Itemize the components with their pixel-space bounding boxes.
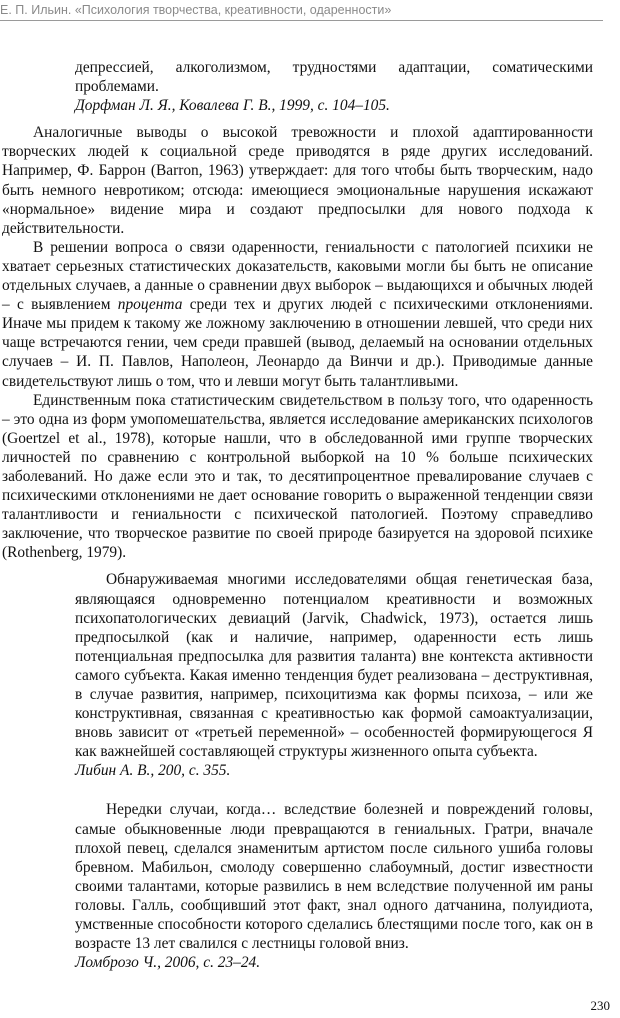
quote-citation: Ломброзо Ч., 2006, с. 23–24. bbox=[75, 954, 261, 972]
quote-text: Нередки случаи, когда… вследствие болезней и повреждений головы, самые обыкновенные люди превращаются в гениальных. Гратри, вначале плохой певец, сделался знаменитым артистом после сильного ушиба головы бревном. Мабильон, смолоду совершенно слабоумный, достиг известности своими талантами, которые развились в нем вследствие полученной им раны головы. Галль, сообщивший этот факт, знал одного датчанина, полуидиота, умственные способности которого сделались блестящими после того, как он в возрасте 13 лет свалился с лестницы головой вниз. bbox=[75, 801, 593, 953]
quote-block-lombroso bbox=[75, 800, 593, 972]
quote-citation: Либин А. В., 200, с. 355. bbox=[75, 762, 231, 780]
page-number: 230 bbox=[590, 998, 610, 1013]
running-header: Е. П. Ильин. «Психология творчества, креативности, одаренности» bbox=[0, 3, 392, 17]
paragraph-text: В решении вопроса о связи одаренности, гениальности с патологией психики не хватает серьезных статистических доказательств, каковыми могли бы быть не описание отдельных случаев, а данные о сравнении двух выборок – выдающихся и обычных людей – с выявлением bbox=[2, 238, 593, 314]
paragraph-barron: Аналогичные выводы о высокой тревожности и плохой адаптированности творческих людей к социальной среде приводятся в ряде других исследований. Например, Ф. Баррон (Barron, 1963) утверждает: для того чтобы быть творческим, надо быть немного невротиком; отсюда: имеющиеся эмоциональные нарушения искажают «нормальное» видение мира и создают предпосылки для нового подхода к действительности. bbox=[2, 124, 593, 237]
page-content bbox=[2, 58, 593, 972]
quote-text: депрессией, алкоголизмом, трудностями адаптации, соматическими проблемами. bbox=[75, 59, 593, 96]
quote-citation: Дорфман Л. Я., Ковалева Г. В., 1999, с. 104–105. bbox=[75, 97, 390, 115]
header-rule bbox=[0, 20, 603, 21]
quote-block-libin bbox=[75, 570, 593, 780]
quote-text: Обнаруживаемая многими исследователями общая генетическая база, являющаяся одновременно потенциалом креативности и возможных психопатологических девиаций (Jarvik, Chadwick, 1973), остается лишь предпосылкой (как и наличие, например, одаренности есть лишь потенциальная предпосылка для развития таланта) вне контекста активности самого субъекта. Какая именно тенденция будет реализована – деструктивная, в случае развития, например, психоцитизма как формы психоза, – или же конструктивная, связанная с креативностью как формой самоактуализации, вновь зависит от «третьей переменной» – особенностей формирующегося Я как важнейшей составляющей структуры жизненного опыта субъекта. bbox=[75, 571, 593, 761]
paragraph-statistics bbox=[2, 238, 593, 391]
paragraph-text: среди тех и других людей с психическими отклонениями. Иначе мы придем к такому же ложному заключению в отношении левшей, что среди них чаще встречаются гении, чем среди правшей (вывод, делаемый на основании отдельных случаев – И. П. Павлов, Наполеон, Леонардо да Винчи и др.). Приводимые данные свидетельствуют лишь о том, что и левши могут быть талантливыми. bbox=[2, 296, 594, 390]
quote-block-dorfman bbox=[75, 58, 593, 115]
paragraph-goertzel: Единственным пока статистическим свидетельством в пользу того, что одаренность – это одна из форм умопомешательства, является исследование американских психологов (Goertzel et al., 1978), которые нашли, что в обследованной ими группе творческих личностей по сравнению с контрольной выборкой на 10 % больше психических заболеваний. Но даже если это и так, то десятипроцентное превалирование случаев с психическими отклонениями не дает основание говорить о выраженной тенденции связи талантливости и гениальности с психической патологией. Поэтому справедливо заключение, что творческое развитие по своей природе базируется на здоровой психике (Rothenberg, 1979). bbox=[2, 391, 593, 562]
emphasized-word: процента bbox=[117, 296, 183, 314]
